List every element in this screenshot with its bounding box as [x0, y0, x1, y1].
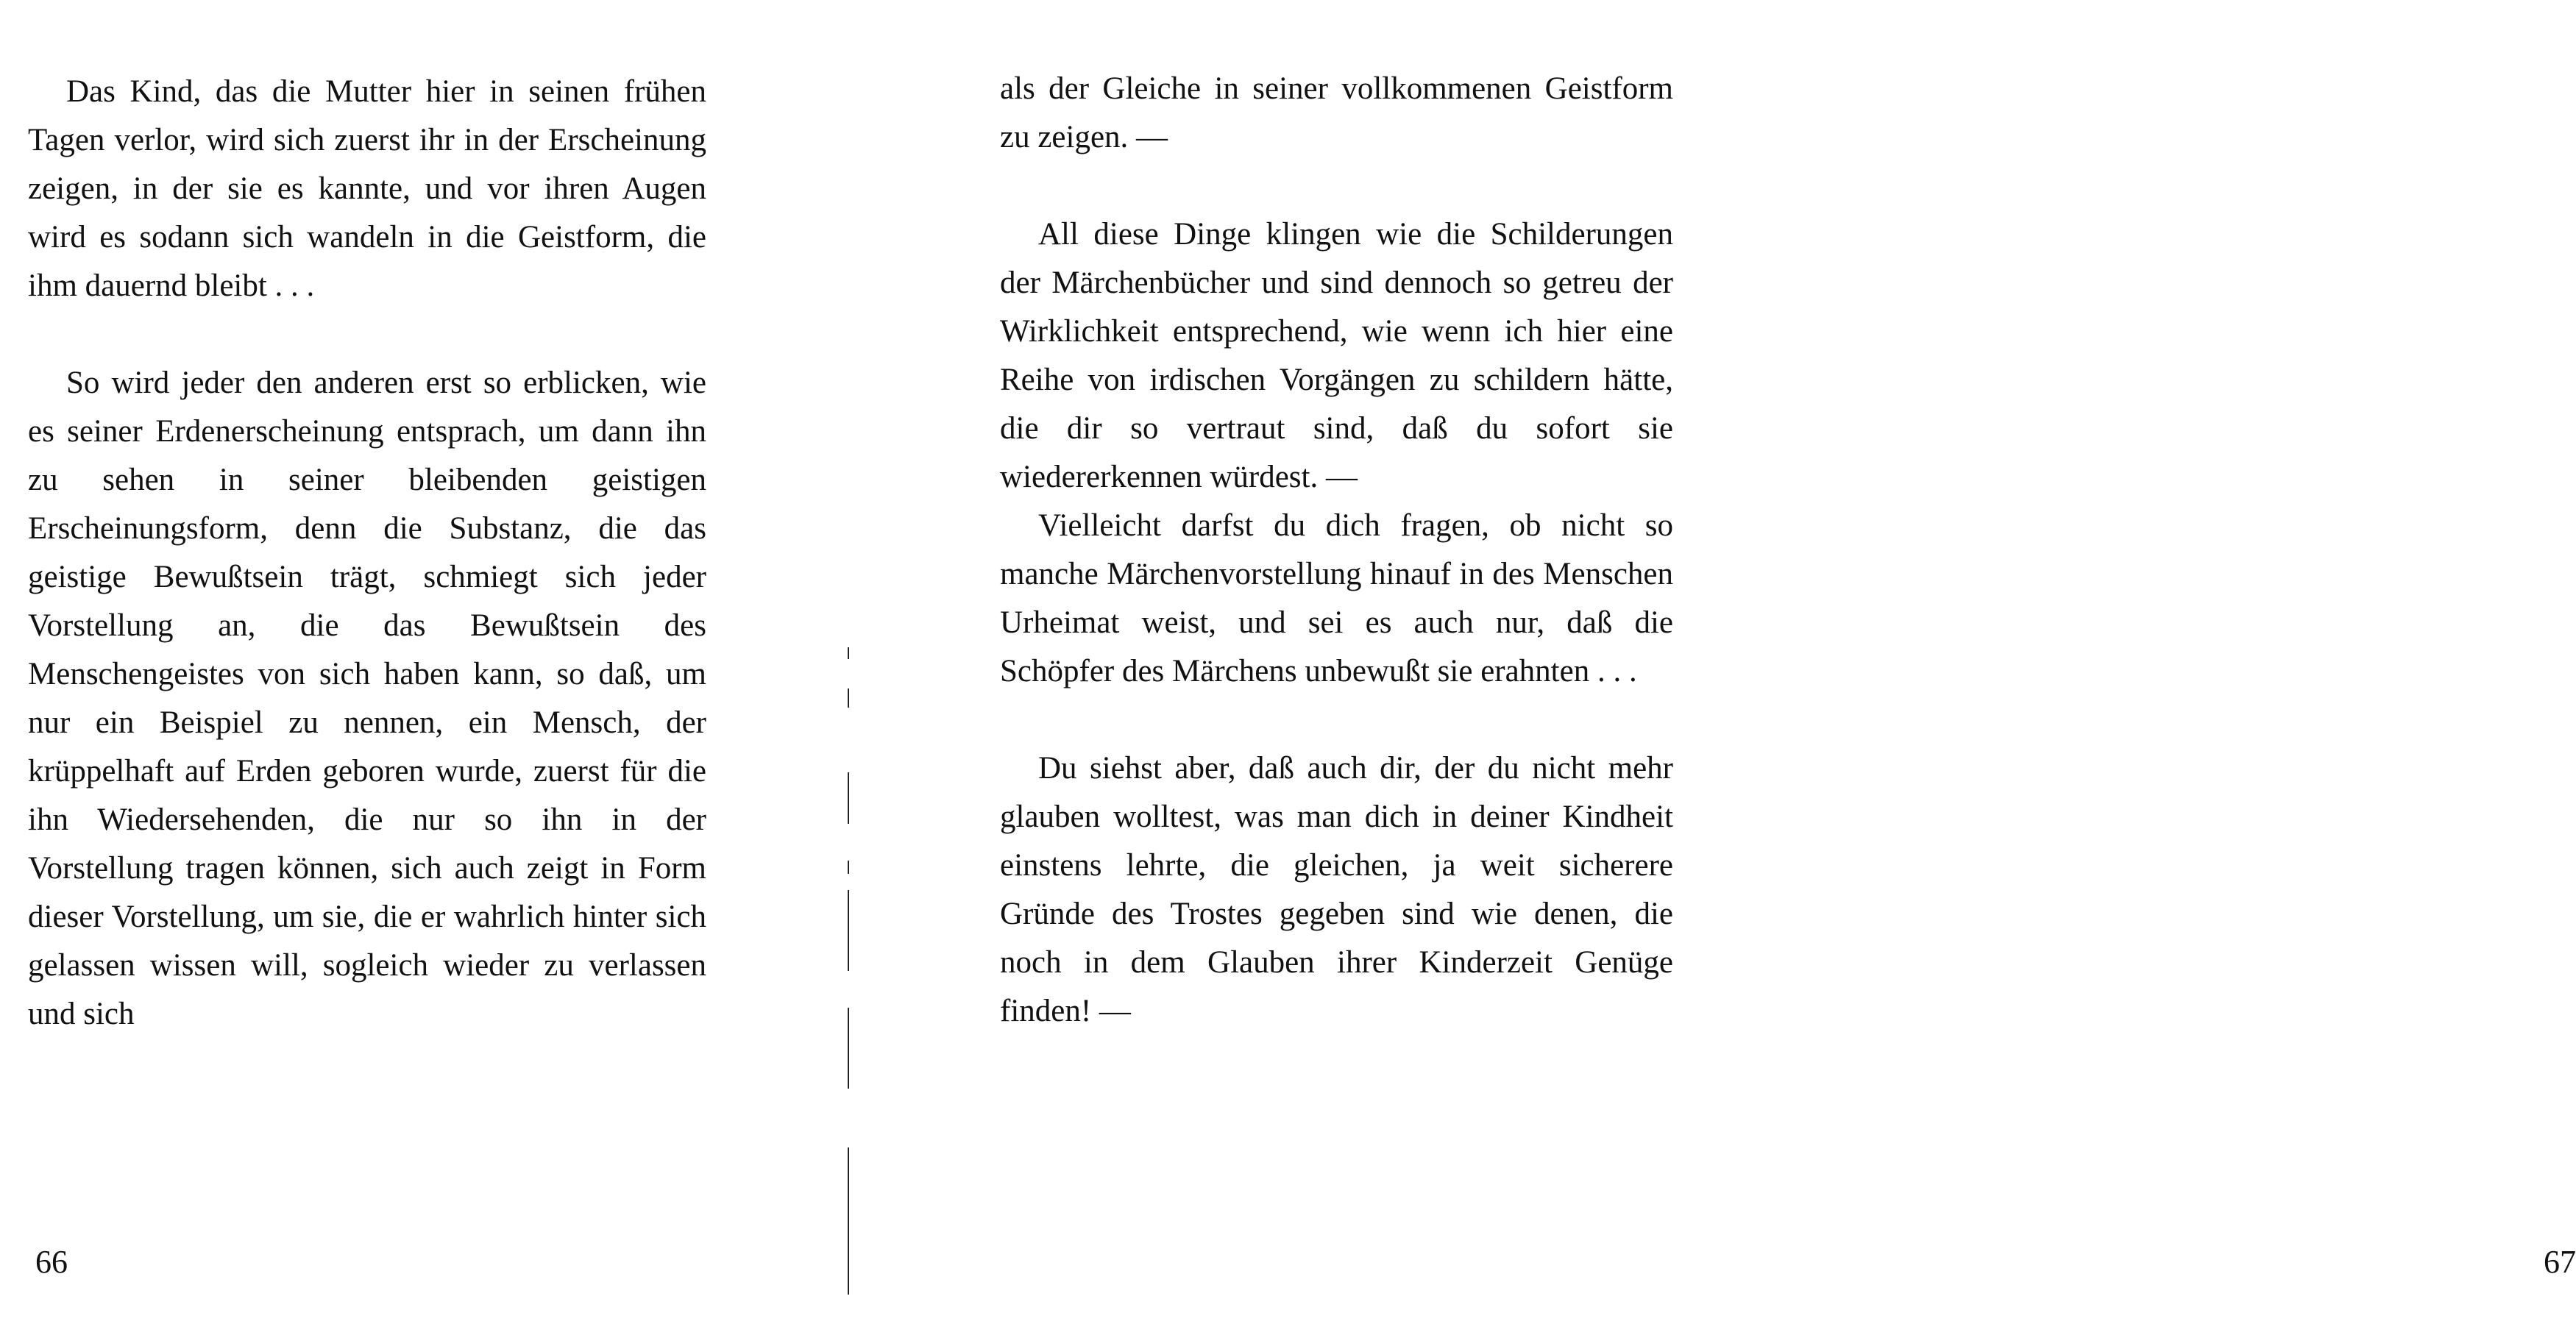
paragraph-gap [28, 310, 706, 359]
left-paragraph-1: Das Kind, das die Mutter hier in seinen frühen Tagen verlor, wird sich zuerst ihr in der Erscheinung zeigen, in der sie es kannte, und vor ihren Augen wird es sodann sich wandeln in die Geistform, die ihm dauernd bleibt . . . [28, 74, 706, 303]
left-paragraph-2: So wird jeder den anderen erst so erblicken, wie es seiner Erdenerscheinung entsprach, um dann ihn zu sehen in seiner bleibenden geistigen Erscheinungsform, denn die Substanz, die das geistige Bewußtsein trägt, schmiegt sich jeder Vorstellung an, die das Bewußtsein des Menschengeistes von sich haben kann, so daß, um nur ein Beispiel zu nennen, ein Mensch, der krüppelhaft auf Erden geboren wurde, zuerst für die ihn Wiedersehenden, die nur so ihn in der Vorstellung tragen können, sich auch zeigt in Form dieser Vorstellung, um sie, die er wahrlich hinter sich gelassen wissen will, sogleich wieder zu verlassen und sich [28, 366, 706, 1031]
right-paragraph-4: Du siehst aber, daß auch dir, der du nicht mehr glauben wolltest, was man dich in deiner Kindheit einstens lehrte, die gleichen, ja weit sicherere Gründe des Trostes gegeben sind wie denen, die noch in dem Glauben ihrer Kinderzeit Genüge finden! — [1000, 751, 1673, 1028]
right-paragraph-2: All diese Dinge klingen wie die Schilderungen der Märchenbücher und sind dennoch so getreu der Wirklichkeit entsprechend, wie wenn ich hier eine Reihe von irdischen Vorgängen zu schildern hätte, die dir so vertraut sind, daß du sofort sie wiedererkennen würdest. — [1000, 217, 1673, 494]
left-page [0, 0, 828, 1324]
right-paragraph-3: Vielleicht darfst du dich fragen, ob nicht so manche Märchenvorstellung hinauf in des Menschen Urheimat weist, und sei es auch nur, daß die Schöpfer des Märchens unbewußt sie erahnten . . . [1000, 508, 1673, 688]
page-number-right: 67 [2544, 1244, 2576, 1280]
right-page-text [1000, 65, 1673, 1036]
book-gutter [848, 647, 850, 1295]
right-paragraph-1: als der Gleiche in seiner vollkommenen Geistform zu zeigen. — [1000, 71, 1673, 154]
page-number-left: 66 [35, 1244, 68, 1280]
paragraph-gap [1000, 696, 1673, 744]
right-page [901, 0, 2576, 1324]
paragraph-gap [1000, 162, 1673, 210]
left-page-text [28, 68, 706, 1039]
